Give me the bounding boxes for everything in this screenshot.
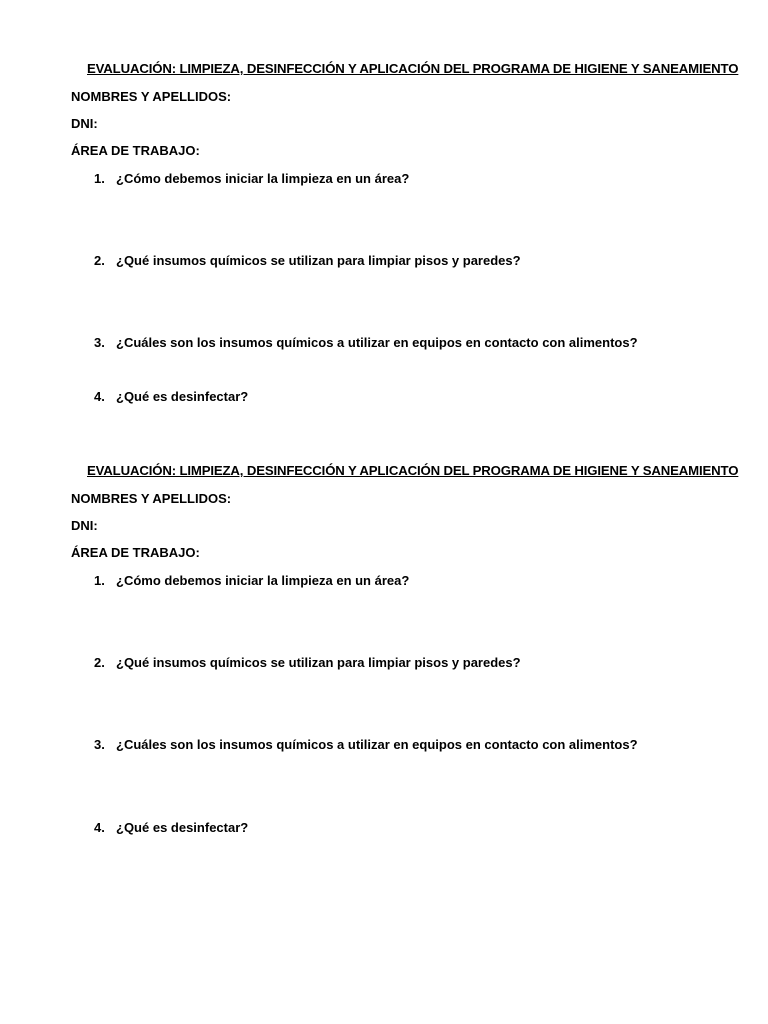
- question-number: 2.: [94, 253, 105, 268]
- question-number: 4.: [94, 820, 105, 835]
- question-number: 3.: [94, 335, 105, 350]
- question-number: 2.: [94, 655, 105, 670]
- question-number: 1.: [94, 171, 105, 186]
- form-title: EVALUACIÓN: LIMPIEZA, DESINFECCIÓN Y APLICACIÓN DEL PROGRAMA DE HIGIENE Y SANEAMIENTO: [87, 463, 739, 478]
- question-text: ¿Qué insumos químicos se utilizan para limpiar pisos y paredes?: [116, 655, 521, 670]
- field-names-label: NOMBRES Y APELLIDOS:: [71, 89, 232, 104]
- question-text: ¿Qué es desinfectar?: [116, 820, 249, 835]
- field-work-area-label: ÁREA DE TRABAJO:: [71, 545, 200, 560]
- question-number: 1.: [94, 573, 105, 588]
- question-text: ¿Cómo debemos iniciar la limpieza en un área?: [116, 171, 410, 186]
- question-number: 3.: [94, 737, 105, 752]
- field-dni-label: DNI:: [71, 518, 98, 533]
- question-text: ¿Qué insumos químicos se utilizan para limpiar pisos y paredes?: [116, 253, 521, 268]
- question-number: 4.: [94, 389, 105, 404]
- question-text: ¿Cómo debemos iniciar la limpieza en un área?: [116, 573, 410, 588]
- question-text: ¿Cuáles son los insumos químicos a utilizar en equipos en contacto con alimentos?: [116, 335, 638, 350]
- question-text: ¿Qué es desinfectar?: [116, 389, 249, 404]
- field-dni-label: DNI:: [71, 116, 98, 131]
- field-names-label: NOMBRES Y APELLIDOS:: [71, 491, 232, 506]
- question-text: ¿Cuáles son los insumos químicos a utilizar en equipos en contacto con alimentos?: [116, 737, 638, 752]
- form-title: EVALUACIÓN: LIMPIEZA, DESINFECCIÓN Y APLICACIÓN DEL PROGRAMA DE HIGIENE Y SANEAMIENTO: [87, 61, 739, 76]
- field-work-area-label: ÁREA DE TRABAJO:: [71, 143, 200, 158]
